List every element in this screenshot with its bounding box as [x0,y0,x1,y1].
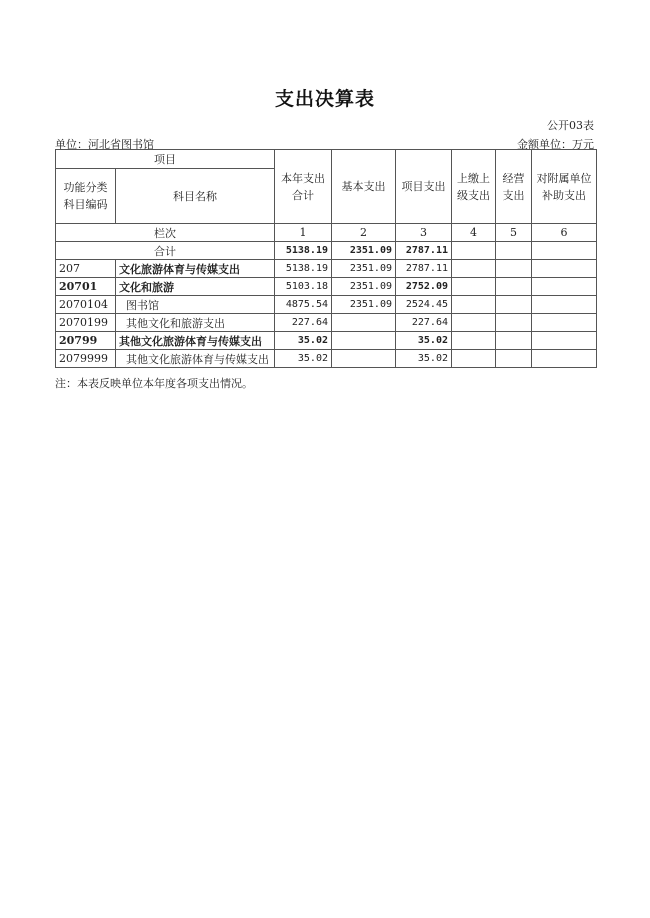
header-subject-name: 科目名称 [116,169,275,224]
cell-project: 35.02 [396,350,452,368]
cell-basic: 2351.09 [332,296,396,314]
cell-code: 2070199 [56,314,116,332]
cell-name: 其他文化旅游体育与传媒支出 [116,332,275,350]
table-row [56,314,597,332]
header-basic: 基本支出 [332,150,396,224]
cell-total: 4875.54 [275,296,332,314]
unit-label: 单位：河北省图书馆 [55,138,154,151]
table-row [56,350,597,368]
col-number: 6 [532,224,597,242]
expenditure-table [55,149,597,368]
cell-total: 35.02 [275,332,332,350]
form-code: 公开03表 [547,119,594,132]
cell-project: 35.02 [396,332,452,350]
cell-total: 5103.18 [275,278,332,296]
header-total: 本年支出合计 [275,150,332,224]
cell-basic [332,350,396,368]
header-operating: 经营支出 [496,150,532,224]
cell-project: 2752.09 [396,278,452,296]
col-number: 3 [396,224,452,242]
cell-total: 35.02 [275,350,332,368]
cell-basic: 2351.09 [332,242,396,260]
cell-basic: 2351.09 [332,260,396,278]
cell-code: 20701 [56,278,116,296]
header-project-expense: 项目支出 [396,150,452,224]
cell-name: 其他文化和旅游支出 [116,314,275,332]
cell-name: 文化旅游体育与传媒支出 [116,260,275,278]
cell-basic: 2351.09 [332,278,396,296]
cell-project: 2524.45 [396,296,452,314]
cell-project: 227.64 [396,314,452,332]
table-row [56,278,597,296]
cell-code: 20799 [56,332,116,350]
col-number: 4 [452,224,496,242]
footnote: 注：本表反映单位本年度各项支出情况。 [55,377,253,390]
cell-code: 2079999 [56,350,116,368]
cell-project: 2787.11 [396,242,452,260]
header-project: 项目 [56,150,275,169]
cell-code: 207 [56,260,116,278]
col-number: 5 [496,224,532,242]
total-label: 合计 [56,242,275,260]
cell-total: 5138.19 [275,260,332,278]
total-row [56,242,597,260]
header-subsidy: 对附属单位补助支出 [532,150,597,224]
cell-basic [332,332,396,350]
cell-name: 图书馆 [116,296,275,314]
row-label: 栏次 [56,224,275,242]
cell-basic [332,314,396,332]
header-func-code: 功能分类科目编码 [56,169,116,224]
cell-total: 227.64 [275,314,332,332]
col-number: 1 [275,224,332,242]
cell-total: 5138.19 [275,242,332,260]
table-row [56,296,597,314]
table-row [56,260,597,278]
cell-name: 文化和旅游 [116,278,275,296]
money-unit-label: 金额单位：万元 [517,138,594,151]
col-number: 2 [332,224,396,242]
cell-code: 2070104 [56,296,116,314]
page-title: 支出决算表 [274,88,375,110]
cell-name: 其他文化旅游体育与传媒支出 [116,350,275,368]
cell-project: 2787.11 [396,260,452,278]
table-row [56,332,597,350]
header-upper: 上缴上级支出 [452,150,496,224]
